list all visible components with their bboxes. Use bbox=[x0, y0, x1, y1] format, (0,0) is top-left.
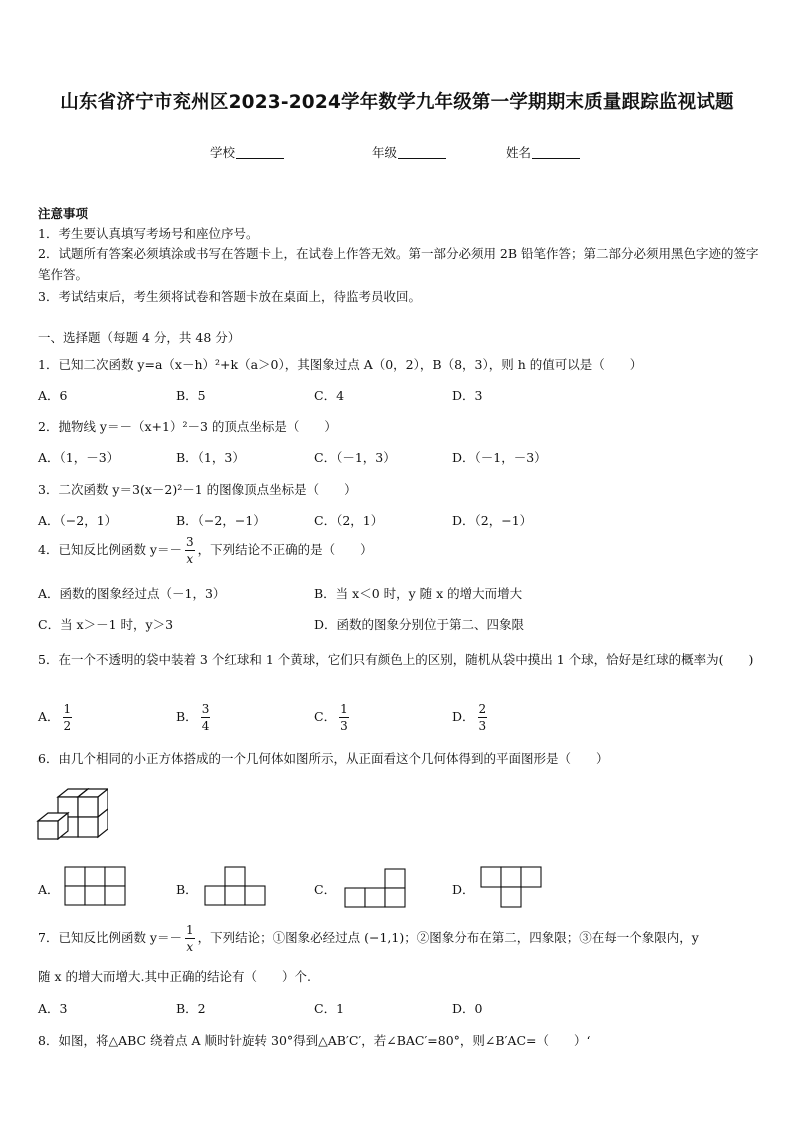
school-blank[interactable] bbox=[236, 146, 284, 159]
fraction-denominator: 3 bbox=[340, 719, 348, 733]
q1-option-d[interactable]: D．3 bbox=[452, 388, 483, 403]
q2-option-d[interactable]: D．（－1，－3） bbox=[452, 450, 547, 465]
q6-option-a-figure[interactable] bbox=[64, 866, 126, 906]
q6-option-a[interactable] bbox=[38, 880, 60, 898]
q2-option-b[interactable]: B．（1，3） bbox=[176, 450, 245, 465]
question-5-stem: 5．在一个不透明的袋中装着 3 个红球和 1 个黄球，它们只有颜色上的区别，随机从袋中摸出 1 个球，恰好是红球的概率为( ) bbox=[38, 652, 754, 667]
exam-title: 山东省济宁市兖州区2023-2024学年数学九年级第一学期期末质量跟踪监视试题 bbox=[60, 92, 734, 113]
q6-option-b-figure[interactable] bbox=[204, 866, 266, 906]
fraction-numerator: 1 bbox=[63, 702, 72, 716]
fraction-numerator: 2 bbox=[478, 702, 487, 716]
fraction-numerator: 3 bbox=[201, 702, 210, 716]
q1-option-b[interactable]: B．5 bbox=[176, 388, 206, 403]
q7-stem-line2: 随 x 的增大而增大.其中正确的结论有（ ）个. bbox=[38, 969, 311, 984]
fraction-denominator: 3 bbox=[478, 719, 487, 733]
q3-option-a[interactable]: A．（−2，1） bbox=[38, 513, 118, 528]
cube-stack-figure bbox=[36, 788, 108, 840]
name-label: 姓名 bbox=[506, 145, 532, 160]
q2-option-a[interactable]: A．（1，－3） bbox=[38, 450, 120, 465]
q7-option-a[interactable]: A．3 bbox=[38, 1001, 68, 1016]
note-item: 2．试题所有答案必须填涂或书写在答题卡上，在试卷上作答无效。第一部分必须用 2B 铅笔作答；第二部分必须用黑色字迹的签字笔作答。 bbox=[38, 246, 759, 282]
q7-stem-pre: 7．已知反比例函数 y＝－ bbox=[38, 930, 182, 945]
q3-option-b[interactable]: B．（−2，−1） bbox=[176, 513, 266, 528]
q5-option-d[interactable] bbox=[452, 703, 490, 732]
name-blank[interactable] bbox=[532, 146, 580, 159]
school-label: 学校 bbox=[210, 145, 236, 160]
option-label: B． bbox=[176, 709, 198, 724]
note-item: 1．考生要认真填写考场号和座位序号。 bbox=[38, 226, 259, 241]
question-6-stem: 6．由几个相同的小正方体搭成的一个几何体如图所示，从正面看这个几何体得到的平面图形是（ ） bbox=[38, 751, 609, 766]
fraction-denominator: 2 bbox=[63, 719, 72, 733]
option-label: D． bbox=[452, 882, 475, 897]
option-label: C． bbox=[314, 882, 337, 897]
question-1-stem: 1．已知二次函数 y=a（x－h）²+k（a＞0），其图象过点 A（0，2），B（8，3），则 h 的值可以是（ ） bbox=[38, 357, 643, 372]
q4-fraction bbox=[185, 536, 195, 565]
fraction-denominator: x bbox=[186, 552, 194, 566]
q6-option-d-figure[interactable] bbox=[480, 866, 542, 908]
q5-c-fraction bbox=[339, 703, 349, 732]
q5-option-b[interactable] bbox=[176, 703, 213, 732]
option-label: D． bbox=[452, 709, 475, 724]
q6-option-c-figure[interactable] bbox=[344, 868, 406, 908]
note-item: 3．考试结束后，考生须将试卷和答题卡放在桌面上，待监考员收回。 bbox=[38, 289, 421, 304]
q6-option-d[interactable] bbox=[452, 880, 475, 898]
q5-b-fraction bbox=[201, 703, 211, 732]
q5-option-c[interactable] bbox=[314, 703, 352, 732]
notes-heading: 注意事项 bbox=[38, 206, 89, 221]
question-8-stem: 8．如图，将△ABC 绕着点 A 顺时针旋转 30°得到△AB′C′，若∠BAC′=80°，则∠B′AC=（ ）‘ bbox=[38, 1033, 591, 1048]
fraction-numerator: 1 bbox=[186, 923, 194, 937]
option-label: A． bbox=[38, 882, 60, 897]
q6-option-c[interactable] bbox=[314, 880, 336, 898]
q4-stem-post: ，下列结论不正确的是（ ） bbox=[197, 542, 373, 557]
question-3-stem: 3．二次函数 y＝3(x－2)²－1 的图像顶点坐标是（ ） bbox=[38, 482, 357, 497]
q4-option-b[interactable]: B．当 x＜0 时，y 随 x 的增大而增大 bbox=[314, 586, 523, 601]
option-label: B． bbox=[176, 882, 198, 897]
question-4-stem bbox=[38, 536, 373, 565]
q4-option-d[interactable]: D．函数的图象分别位于第二、四象限 bbox=[314, 617, 525, 632]
q1-option-a[interactable]: A．6 bbox=[38, 388, 68, 403]
q1-option-c[interactable]: C．4 bbox=[314, 388, 345, 403]
grade-blank[interactable] bbox=[398, 146, 446, 159]
q4-option-c[interactable]: C．当 x＞－1 时，y＞3 bbox=[38, 617, 174, 632]
q4-stem-pre: 4．已知反比例函数 y＝－ bbox=[38, 542, 182, 557]
question-2-stem: 2．抛物线 y＝－（x+1）²－3 的顶点坐标是（ ） bbox=[38, 419, 337, 434]
option-label: C． bbox=[314, 709, 337, 724]
q2-option-c[interactable]: C．（－1，3） bbox=[314, 450, 396, 465]
section-heading: 一、选择题（每题 4 分，共 48 分） bbox=[38, 330, 241, 345]
q6-option-b[interactable] bbox=[176, 880, 198, 898]
option-label: A． bbox=[38, 709, 60, 724]
grade-label: 年级 bbox=[372, 145, 398, 160]
fraction-denominator: 4 bbox=[201, 719, 210, 733]
grade-field[interactable] bbox=[372, 143, 446, 161]
question-7-stem bbox=[38, 924, 699, 953]
q7-option-b[interactable]: B．2 bbox=[176, 1001, 206, 1016]
q5-d-fraction bbox=[478, 703, 488, 732]
q4-option-a[interactable]: A．函数的图象经过点（－1，3） bbox=[38, 586, 226, 601]
school-field[interactable] bbox=[210, 143, 284, 161]
q7-fraction bbox=[185, 924, 195, 953]
q3-option-c[interactable]: C．（2，1） bbox=[314, 513, 384, 528]
q7-option-c[interactable]: C．1 bbox=[314, 1001, 345, 1016]
q3-option-d[interactable]: D．（2，−1） bbox=[452, 513, 533, 528]
fraction-numerator: 1 bbox=[340, 702, 348, 716]
q5-a-fraction bbox=[63, 703, 73, 732]
q7-option-d[interactable]: D．0 bbox=[452, 1001, 483, 1016]
q5-option-a[interactable] bbox=[38, 703, 75, 732]
fraction-denominator: x bbox=[186, 940, 194, 954]
name-field[interactable] bbox=[506, 143, 580, 161]
fraction-numerator: 3 bbox=[186, 535, 194, 549]
q7-stem-post: ，下列结论；①图象必经过点 (−1,1)；②图象分布在第二，四象限；③在每一个象限内，y bbox=[197, 930, 699, 945]
